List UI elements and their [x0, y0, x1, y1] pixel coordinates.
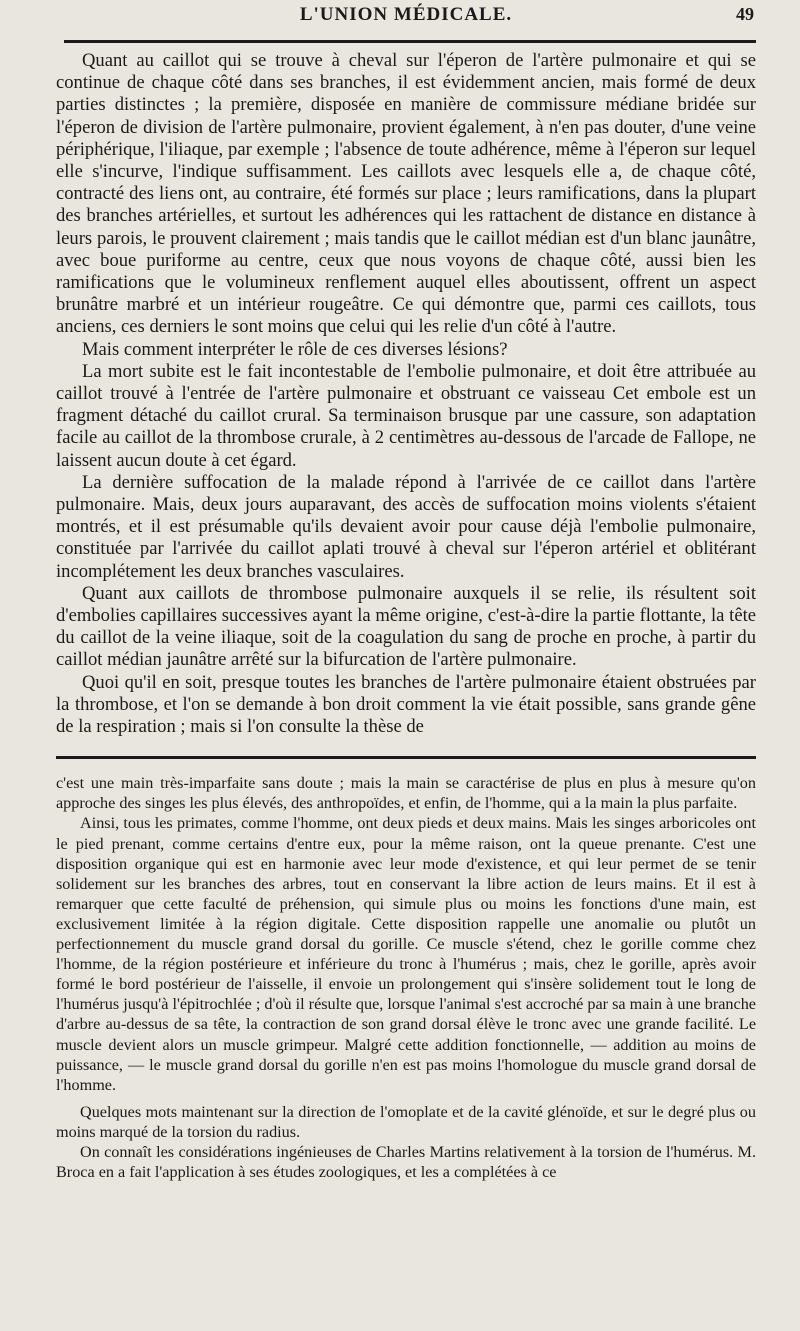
running-header	[56, 0, 756, 34]
article-paragraph: La mort subite est le fait incontestable de l'embolie pulmonaire, et doit être attribuée au caillot trouvé à l'entrée de l'artère pulmonaire et obstruant ce vaisseau Cet embole est un fragment détaché du caillot crural. Sa terminaison brusque par une cassure, son adaptation facile au caillot de la thrombose crurale, à 2 centimètres au-dessous de l'arcade de Fallope, ne laissent aucun doute à cet égard.	[56, 360, 756, 471]
article-paragraph: Quant aux caillots de thrombose pulmonaire auxquels il se relie, ils résultent soit d'embolies capillaires successives ayant la même origine, c'est-à-dire la partie flottante, la tête du caillot de la veine iliaque, soit de la coagulation du sang de proche en proche, à partir du caillot médian jaunâtre arrêté sur la bifurcation de l'artère pulmonaire.	[56, 582, 756, 671]
feuilleton-divider	[56, 756, 756, 759]
main-article	[56, 50, 756, 738]
feuilleton-section	[56, 773, 756, 1182]
feuilleton-paragraph: Ainsi, tous les primates, comme l'homme, ont deux pieds et deux mains. Mais les singes arboricoles ont le pied prenant, comme certains d'entre eux, pour la même raison, ont la queue prenante. C'est une disposition organique qui est en harmonie avec leur mode d'existence, et qui leur permet de se tenir solidement sur les branches des arbres, tout en conservant la libre action de leurs mains. Et il est à remarquer que cette faculté de préhension, qui simule plus ou moins les fonctions d'une main, est exclusivement limitée à la région digitale. Cette disposition rappelle une anomalie ou plutôt un perfectionnement du muscle grand dorsal du gorille. Ce muscle s'étend, chez le gorille comme chez l'homme, de la région postérieure et inférieure du tronc à l'humérus ; mais, chez le gorille, après avoir formé le bord postérieur de l'aisselle, il envoie un prolongement qui s'insère solidement tout le long de l'humérus jusqu'à l'épitrochlée ; d'où il résulte que, lorsque l'animal s'est accroché par sa main à une branche d'arbre au-dessus de sa tête, la contraction de son grand dorsal élève le tronc avec une grande facilité. Le muscle devient alors un muscle grimpeur. Malgré cette addition fonctionnelle, — addition au moins de puissance, — le muscle grand dorsal du gorille n'en est pas moins l'homologue du muscle grand dorsal de l'homme.	[56, 814, 756, 1094]
article-paragraph: La dernière suffocation de la malade répond à l'arrivée de ce caillot dans l'artère pulmonaire. Mais, deux jours auparavant, des accès de suffocation moins violents s'étaient montrés, et il est présumable qu'ils devaient avoir pour cause déjà l'embolie pulmonaire, constituée par l'arrivée du caillot aplati trouvé à cheval sur l'éperon artériel et oblitérant incomplétement les deux branches vasculaires.	[56, 471, 756, 582]
header-rule	[64, 40, 756, 43]
feuilleton-paragraph: On connaît les considérations ingénieuses de Charles Martins relativement à la torsion de l'humérus. M. Broca en a fait l'application à ses études zoologiques, et les a complétées à ce	[56, 1142, 756, 1182]
feuilleton-paragraph: Quelques mots maintenant sur la direction de l'omoplate et de la cavité glénoïde, et sur le degré plus ou moins marqué de la torsion du radius.	[56, 1102, 756, 1141]
page-number: 49	[736, 4, 754, 24]
article-paragraph: Quoi qu'il en soit, presque toutes les branches de l'artère pulmonaire étaient obstruées par la thrombose, et l'on se demande à bon droit comment la vie était possible, sans grande gêne de la respiration ; mais si l'on consulte la thèse de	[56, 671, 756, 738]
journal-title: L'UNION MÉDICALE.	[299, 4, 513, 25]
article-paragraph: Quant au caillot qui se trouve à cheval sur l'éperon de l'artère pulmonaire et qui se continue de chaque côté dans ses branches, il est évidemment ancien, mais formé de deux parties distinctes ; la première, disposée en manière de commissure médiane bridée sur l'éperon de division de l'artère pulmonaire, provient également, à n'en pas douter, d'une veine périphérique, l'iliaque, par exemple ; l'absence de toute adhérence, même à l'éperon sur lequel elle s'incurve, l'indique suffisamment. Les caillots avec lesquels elle a, de chaque côté, contracté des liens ont, au contraire, été formés sur place ; leurs ramifications, dans la plupart des branches artérielles, et surtout les adhérences qui les rattachent de distance en distance à leurs parois, le prouvent clairement ; mais tandis que le caillot médian est d'un blanc jaunâtre, avec boue puriforme au centre, ceux que nous voyons de chaque côté, aussi bien les ramifications que le volumineux renflement auquel elles aboutissent, offrent un aspect brunâtre marbré et un intérieur rougeâtre. Ce qui démontre que, parmi ces caillots, tous anciens, ces derniers le sont moins que celui qui les relie d'un côté à l'autre.	[56, 50, 756, 338]
article-paragraph: Mais comment interpréter le rôle de ces diverses lésions?	[82, 338, 508, 360]
feuilleton-paragraph: c'est une main très-imparfaite sans doute ; mais la main se caractérise de plus en plus à mesure qu'on approche des singes les plus élevés, des anthropoïdes, et enfin, de l'homme, qui a la main la plus parfaite.	[56, 774, 756, 813]
